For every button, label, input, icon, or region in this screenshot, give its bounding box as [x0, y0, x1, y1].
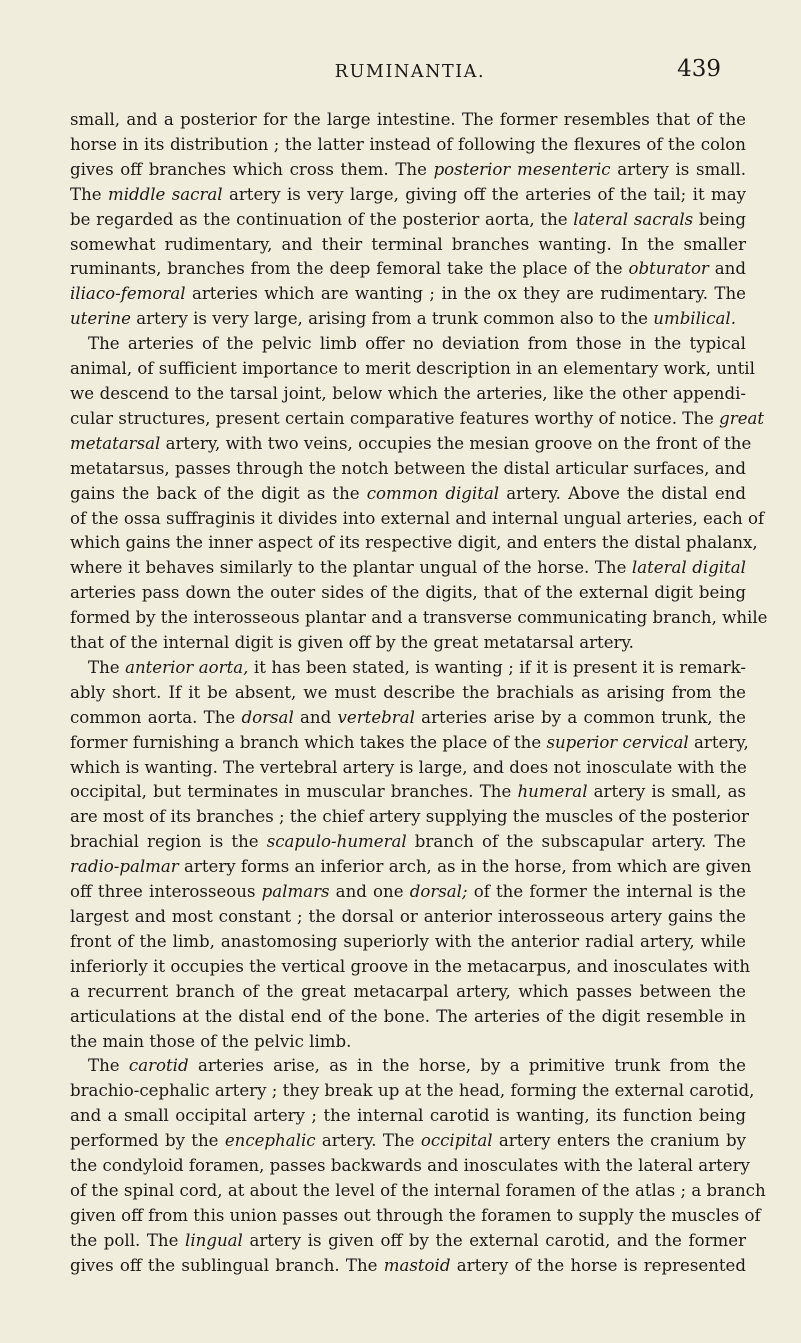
text-line: horse in its distribution ; the latter instead of following the flexures of the colon: [70, 134, 746, 154]
text-line: The anterior aorta, it has been stated, is wanting ; if it is present it is remark-: [88, 657, 746, 677]
text-line: gives off the sublingual branch. The mastoid artery of the horse is represented: [70, 1255, 746, 1275]
text-line: which is wanting. The vertebral artery is large, and does not inosculate with the: [70, 757, 747, 777]
text-line: gains the back of the digit as the common digital artery. Above the distal end: [70, 483, 746, 503]
text-line: formed by the interosseous plantar and a transverse communicating branch, while: [70, 608, 768, 628]
text-line: somewhat rudimentary, and their terminal branches wanting. In the smaller: [70, 234, 746, 254]
text-line: radio-palmar artery forms an inferior arch, as in the horse, from which are given: [70, 857, 752, 877]
text-line: the main those of the pelvic limb.: [70, 1031, 352, 1051]
text-line: iliaco-femoral arteries which are wanting ; in the ox they are rudimentary. The: [70, 284, 746, 304]
text-line: the condyloid foramen, passes backwards and inosculates with the lateral artery: [70, 1156, 750, 1176]
text-line: cular structures, present certain comparative features worthy of notice. The great: [70, 408, 765, 428]
page-header: [0, 56, 801, 102]
text-line: and a small occipital artery ; the internal carotid is wanting, its function being: [70, 1106, 746, 1126]
text-line: common aorta. The dorsal and vertebral arteries arise by a common trunk, the: [70, 707, 746, 727]
text-line: we descend to the tarsal joint, below which the arteries, like the other appendi-: [70, 383, 746, 403]
text-line: brachio-cephalic artery ; they break up at the head, forming the external carotid,: [70, 1081, 755, 1101]
text-line: inferiorly it occupies the vertical groove in the metacarpus, and inosculates with: [70, 956, 751, 976]
paragraph: [70, 1054, 766, 1278]
text-line: former furnishing a branch which takes the place of the superior cervical artery,: [70, 732, 749, 752]
text-line: The carotid arteries arise, as in the horse, by a primitive trunk from the: [88, 1056, 746, 1076]
text-line: where it behaves similarly to the plantar ungual of the horse. The lateral digital: [70, 558, 746, 578]
paragraph: [70, 108, 746, 332]
text-line: the poll. The lingual artery is given off by the external carotid, and the former: [70, 1230, 747, 1250]
text-line: brachial region is the scapulo-humeral branch of the subscapular artery. The: [70, 832, 746, 852]
text-line: are most of its branches ; the chief artery supplying the muscles of the posterior: [70, 807, 749, 827]
text-line: ably short. If it be absent, we must describe the brachials as arising from the: [70, 682, 746, 702]
text-line: of the spinal cord, at about the level of the internal foramen of the atlas ; a branch: [70, 1180, 766, 1200]
text-line: ruminants, branches from the deep femoral take the place of the obturator and: [70, 259, 746, 279]
text-line: given off from this union passes out through the foramen to supply the muscles of: [70, 1205, 761, 1225]
text-line: performed by the encephalic artery. The occipital artery enters the cranium by: [70, 1131, 746, 1151]
text-line: off three interosseous palmars and one dorsal; of the former the internal is the: [70, 882, 746, 902]
text-line: uterine artery is very large, arising from a trunk common also to the umbilical.: [70, 309, 736, 329]
text-line: of the ossa suffraginis it divides into external and internal ungual arteries, each of: [70, 508, 765, 528]
text-line: that of the internal digit is given off by the great metatarsal artery.: [70, 633, 634, 653]
text-line: small, and a posterior for the large intestine. The former resembles that of the: [70, 110, 746, 129]
paragraph: [70, 332, 768, 656]
running-head: RUMINANTIA.: [334, 62, 486, 82]
text-line: largest and most constant ; the dorsal or anterior interosseous artery gains the: [70, 907, 746, 926]
text-line: arteries pass down the outer sides of the digits, that of the external digit being: [70, 583, 746, 603]
text-line: which gains the inner aspect of its respective digit, and enters the distal phalanx,: [70, 533, 758, 553]
text-line: metatarsal artery, with two veins, occupies the mesian groove on the front of the: [70, 433, 752, 453]
text-line: animal, of sufficient importance to merit description in an elementary work, until: [70, 359, 755, 379]
text-line: a recurrent branch of the great metacarpal artery, which passes between the: [70, 981, 746, 1001]
text-line: be regarded as the continuation of the posterior aorta, the lateral sacrals being: [70, 209, 746, 229]
text-line: The arteries of the pelvic limb offer no deviation from those in the typical: [88, 334, 746, 354]
text-line: gives off branches which cross them. The posterior mesenteric artery is small.: [70, 159, 746, 179]
text-line: occipital, but terminates in muscular branches. The humeral artery is small, as: [70, 782, 747, 802]
page-number: 439: [677, 56, 721, 82]
text-line: front of the limb, anastomosing superiorly with the anterior radial artery, while: [70, 931, 746, 951]
paragraph: [70, 656, 752, 1055]
body-text: [70, 108, 768, 1279]
text-line: metatarsus, passes through the notch between the distal articular surfaces, and: [70, 458, 746, 478]
text-line: The middle sacral artery is very large, giving off the arteries of the tail; it may: [70, 184, 746, 204]
text-line: articulations at the distal end of the bone. The arteries of the digit resemble in: [70, 1006, 746, 1026]
